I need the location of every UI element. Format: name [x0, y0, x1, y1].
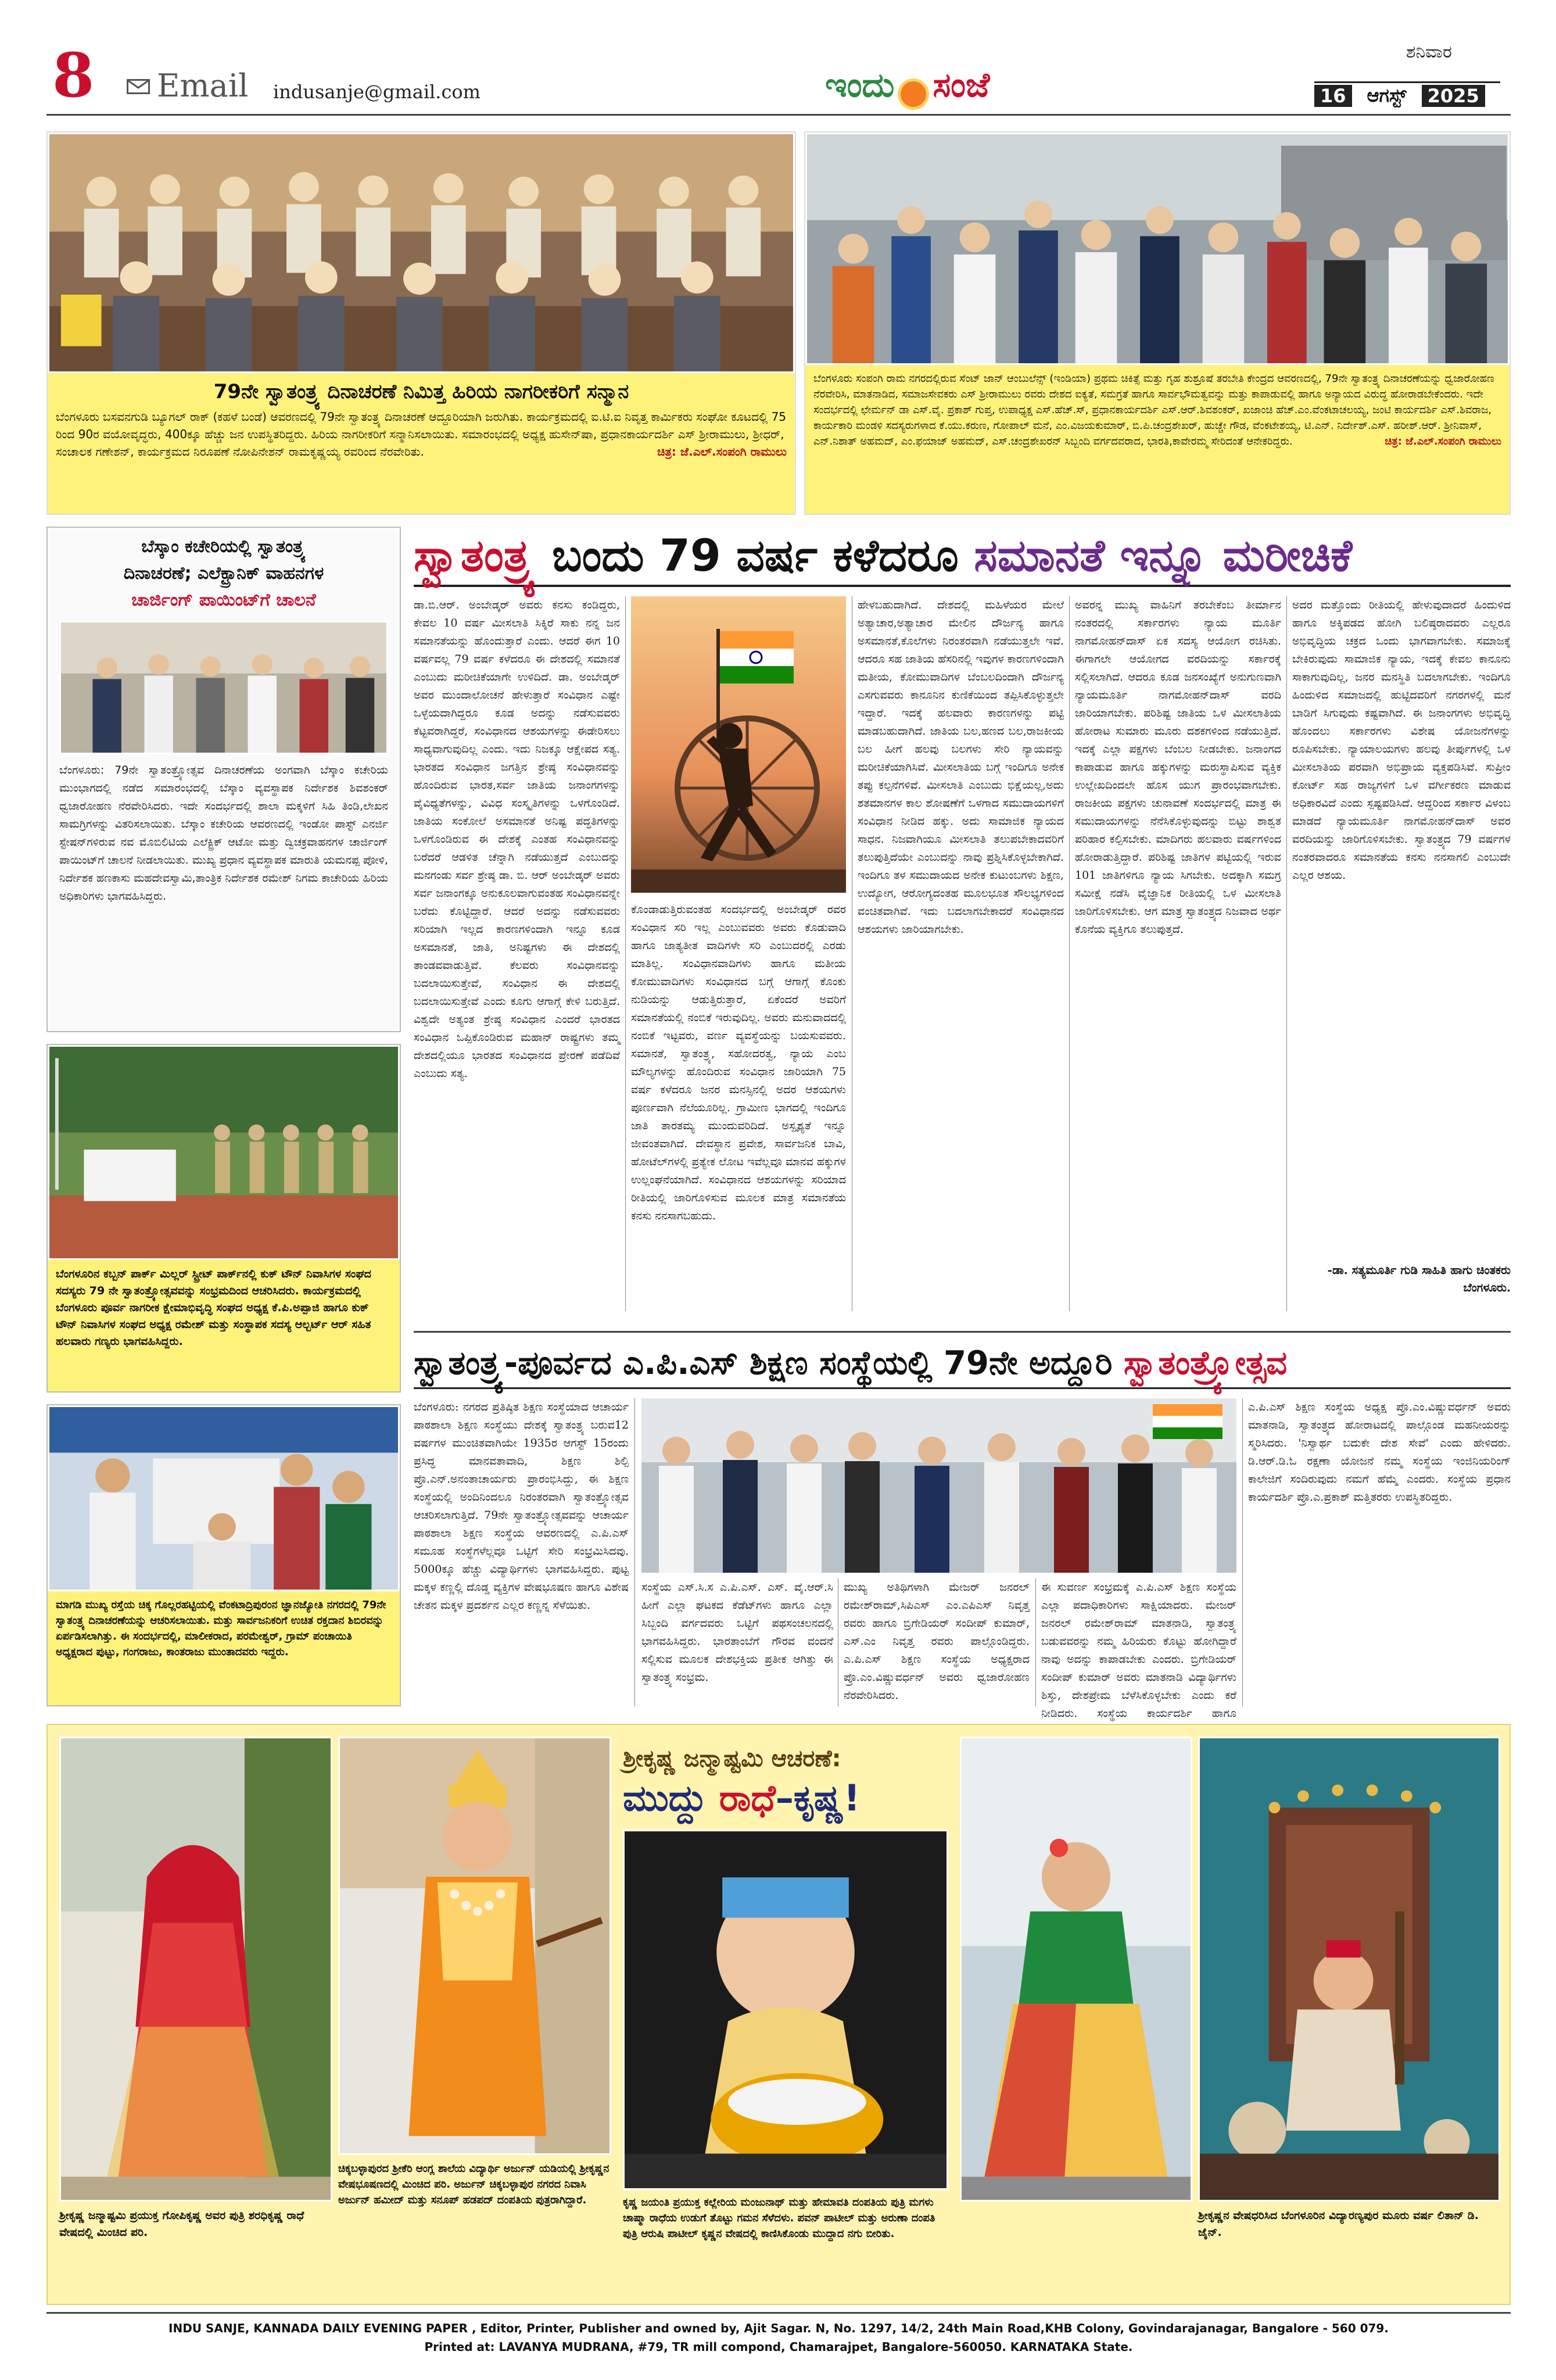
footer-line-1: INDU SANJE, KANNADA DAILY EVENING PAPER , Editor, Printer, Publisher and owned by, Ajit Sagar. N, No. 1297, 14/2, 24th Main Road,KHB Colony, Govindarajanagar, Bangalore - 560 079.	[168, 2321, 1389, 2335]
bescom-headline	[48, 534, 400, 614]
date-year: 2025	[1422, 85, 1485, 107]
radhe-toddler-photo	[960, 1737, 1192, 2202]
lead-author: -ಡಾ. ಸತ್ಯಮೂರ್ತಿ ಗುಡಿ ಸಾಹಿತಿ ಹಾಗು ಚಿಂತಕರು ಬೆಂಗಳೂರು.	[1327, 1263, 1511, 1294]
aps-col-2: ಸಂಸ್ಥೆಯ ಎಸ್.ಸಿ.ಸ ಎ.ಪಿ.ಎಸ್. ಎಸ್. ವೈ.ಆರ್.ಸಿ ಹೀಗೆ ಎಲ್ಲಾ ಘಟಕದ ಕೆಡೆಟ್‌ಗಳು ಹಾಗೂ ಎಲ್ಲಾ ಸಿಬ್ಬಂದಿ ವರ್ಗದವರು ಒಟ್ಟಿಗೆ ಪಥಸಂಚಲನದಲ್ಲಿ ಭಾಗವಹಿಸಿದ್ದರು. ಭಾರತಾಂಬೆಗೆ ಗೌರವ ವಂದನೆ ಸಲ್ಲಿಸುವ ಮೂಲಕ ದೇಶಭಕ್ತಿಯ ಪ್ರತೀಕ ಆಗಿತ್ತು ಈ ಸ್ವಾತಂತ್ರ್ಯ ಸಂಭ್ರಮ.	[641, 1581, 833, 1684]
lead-bottom-rule	[414, 1331, 1511, 1333]
lead-col-5: ಅದರ ಮತ್ತೊಂದು ರೀತಿಯಲ್ಲಿ ಹೇಳುವುದಾದರೆ ಹಿಂದುಳಿದ ಹಾಗೂ ಅಕ್ಕಿಪಡದ ಹೋಗಿ ಬಲಿಷ್ಠರಾದವರು ಎಲ್ಲರೂ ಅಭಿವೃದ್ಧಿಯ ಚಕ್ರದ ಒಂದು ಭಾಗವಾಗಬೇಕು. ಸಮಾಜಕ್ಕೆ ಬೇಕಿರುವುದು ಸಾಮಾಜಿಕ ನ್ಯಾಯ, ಇದಕ್ಕೆ ಕೇವಲ ಕಾನೂನು ಸಾಕಾಗುವುದಿಲ್ಲ, ಜನರ ಮನಸ್ಥಿತಿ ಬದಲಾಗಬೇಕು. ಇಂದಿಗೂ ಹಿಂದುಳಿದ ಸಮಾಜದಲ್ಲಿ ಹುಟ್ಟಿದವರಿಗೆ ನಗರಗಳಲ್ಲಿ ಮನೆ ಬಾಡಿಗೆ ಸಿಗುವುದು ಕಷ್ಟವಾಗಿದೆ. ಈ ಜನಾಂಗಗಳು ಅಭಿವೃದ್ಧಿ ಹೊಂದಲು ಸರ್ಕಾರಗಳು ವಿಶೇಷ ಯೋಜನೆಗಳನ್ನು ರೂಪಿಸಬೇಕು. ನ್ಯಾಯಾಲಯಗಳು ಹಲವು ತೀರ್ಪುಗಳಲ್ಲಿ ಒಳ ಮೀಸಲಾತಿಯ ಪರವಾಗಿ ಅಭಿಪ್ರಾಯ ವ್ಯಕ್ತಪಡಿಸಿವೆ. ಸುಪ್ರೀಂ ಕೋರ್ಟ್ ಸಹ ರಾಜ್ಯಗಳಿಗೆ ಒಳ ವರ್ಗೀಕರಣ ಮಾಡುವ ಅಧಿಕಾರವಿದೆ ಎಂದು ಸ್ಪಷ್ಟಪಡಿಸಿದೆ. ಆದ್ದರಿಂದ ಸರ್ಕಾರ ವಿಳಂಬ ಮಾಡದೆ ನ್ಯಾಯಮೂರ್ತಿ ನಾಗಮೋಹನ್‌ದಾಸ್ ಅವರ ವರದಿಯನ್ನು ಜಾರಿಗೊಳಿಸಬೇಕು. ಸ್ವಾತಂತ್ರ್ಯದ 79 ವರ್ಷಗಳ ನಂತರವಾದರೂ ಸಮಾನತೆಯ ಕನಸು ನನಸಾಗಲಿ ಎಂಬುದೇ ಎಲ್ಲರ ಆಶಯ.	[1292, 599, 1511, 882]
column-rule	[1035, 1579, 1036, 1706]
column-rule	[1286, 596, 1287, 1311]
footer-rule	[46, 2312, 1511, 2314]
st-john-ambulance-photo	[805, 133, 1510, 365]
masthead	[0, 0, 1556, 110]
krishna-head-line2-part2: ರಾಧೆ	[719, 1777, 776, 1819]
column-rule	[1242, 1398, 1243, 1706]
top-left-body: ಬೆಂಗಳೂರು ಬಸವನಗುಡಿ ಬ್ಯೂಗಲ್ ರಾಕ್ (ಕಹಳೆ ಬಂಡೆ) ಆವರಣದಲ್ಲಿ 79ನೇ ಸ್ವಾತಂತ್ರ್ಯ ದಿನಾಚರಣೆ ಆದ್ದೂರಿಯಾಗಿ ಜರುಗಿತು. ಕಾರ್ಯಕ್ರಮದಲ್ಲಿ ಐ.ಟಿ.ಐ ನಿವೃತ್ತ ಕಾರ್ಮಿಕರು ಸಂಘೋ ಕೂಟದಲ್ಲಿ 75 ರಿಂದ 90ರ ವಯೋವೃದ್ಧರು, 400ಕ್ಕೂ ಹೆಚ್ಚು ಜನ ಉಪಸ್ಥಿತರಿದ್ದರು. ಹಿರಿಯ ನಾಗರೀಕರಿಗೆ ಸನ್ಮಾನಿಸಲಾಯಿತು. ಸಮಾರಂಭದಲ್ಲಿ ಅಧ್ಯಕ್ಷ ಹುಸೇನ್‌ಷಾ, ಪ್ರಧಾನಕಾರ್ಯದರ್ಶಿ ಎಸ್ ಶ್ರೀರಾಮುಲು, ಶ್ರೀಧರ್, ಸಂಚಾಲಕ ಗಣೇಶನ್, ಕಾರ್ಯಕ್ರಮದ ನಿರೂಪಣೆ ನೋಪಿನೇಶನ್ ರಾಮಕೃಷ್ಣಯ್ಯ ರವರಿಂದ ನೆರವೇರಿತು.	[56, 410, 787, 459]
date-month: ಆಗಸ್ಟ್	[1367, 84, 1407, 106]
weekday: ಶನಿವಾರ	[1406, 42, 1452, 62]
lead-col-1: ಡಾ.ಬಿ.ಆರ್. ಅಂಬೇಡ್ಕರ್ ಅವರು ಕನಸು ಕಂಡಿದ್ದರು, ಕೇವಲ 10 ವರ್ಷ ಮೀಸಲಾತಿ ಸಿಕ್ಕಿರೆ ಸಾಕು ನನ್ನ ಜನ ಸಮಾನತೆಯನ್ನು ಹೊಂದುತ್ತಾರೆ ಎಂದು. ಆದರೆ ಈಗ 10 ವರ್ಷವಲ್ಲ 79 ವರ್ಷ ಕಳೆದರೂ ಈ ದೇಶದಲ್ಲಿ ಸಮಾನತೆ ಎಂಬುದು ಮರೀಚಿಕೆಯಾಗೇ ಉಳಿದಿದೆ. ಡಾ. ಅಂಬೇಡ್ಕರ್ ಅವರ ಮುಂದಾಲೋಚನೆ ಹೇಳುತ್ತಾರೆ ಸಂವಿಧಾನ ಎಷ್ಟೇ ಒಳ್ಳೆಯದಾಗಿದ್ದರೂ ಕೂಡ ಅದನ್ನು ನಡೆಸುವವರು ಕೆಟ್ಟವರಾಗಿದ್ದರೆ, ಸಂವಿಧಾನದ ಆಶಯಗಳನ್ನು ಈಡೇರಿಸಲು ಸಾಧ್ಯವಾಗುವುದಿಲ್ಲ ಎಂದು. ಇದು ನಿಜಕ್ಕೂ ಆಕ್ಷೇಪದ ಸತ್ಯ. ಭಾರತದ ಸಂವಿಧಾನ ಜಗತ್ತಿನ ಶ್ರೇಷ್ಠ ಸಂವಿಧಾನವನ್ನು ಹೊಂದಿರುವ ಭಾರತ,ಸರ್ವ ಜಾತಿಯ ಜನಾಂಗಗಳನ್ನು ವೈವಿಧ್ಯತೆಗಳನ್ನು, ವಿವಿಧ ಸಂಸ್ಕೃತಿಗಳನ್ನು ಒಳಗೊಂಡಿದೆ. ಜಾತಿಯ ಸಂಕೋಲೆ ಅಸಮಾನತೆ ಅನಿಷ್ಟ ಪದ್ಧತಿಗಳನ್ನು ಒಳಗೊಂಡಿರುವ ಈ ದೇಶಕ್ಕೆ ಎಂತಹ ಸಂವಿಧಾನವನ್ನು ಬರೆದರೆ ಆಡಳಿತ ಚೆನ್ನಾಗಿ ನಡೆಯುತ್ತದೆ ಎಂಬುದನ್ನು ಮನಗಂಡು ಸರ್ವ ಶ್ರೇಷ್ಠ ಡಾ. ಬಿ. ಆರ್ ಅಂಬೇಡ್ಕರ್ ಅವರು ಸರ್ವ ಜನಾಂಗಕ್ಕೂ ಅನುಕೂಲವಾಗುವಂತಹ ಸಂವಿಧಾನವನ್ನೇ ಬರೆದು ಕೊಟ್ಟಿದ್ದಾರೆ. ಆದರೆ ಅದನ್ನು ನಡೆಸುವವರು ಸರಿಯಾಗಿ ಇಲ್ಲದ ಕಾರಣಗಳಿಂದಾಗಿ ಇನ್ನೂ ಕೂಡ ಅಸಮಾನತೆ, ಜಾತಿ, ಅನಿಷ್ಟಗಳು ಈ ದೇಶದಲ್ಲಿ ತಾಂಡವವಾಡುತ್ತಿವೆ. ಕೆಲವರು ಸಂವಿಧಾನವನ್ನು ಬದಲಾಯಿಸುತ್ತೇವೆ, ಸಂವಿಧಾನ ಈ ದೇಶದಲ್ಲಿ ಬದಲಾಯಿಸುತ್ತೇವೆ ಎಂದು ಕೂಗು ಆಗಾಗ್ಗೆ ಕೇಳಿ ಬರುತ್ತಿದೆ. ವಿಶ್ವದೇ ಅತ್ಯಂತ ಶ್ರೇಷ್ಠ ಸಂವಿಧಾನ ಎಂದರೆ ಭಾರತದ ಸಂವಿಧಾನ ಒಪ್ಪಿಕೊಂಡಿರುವ ಮಹಾನ್ ರಾಷ್ಟ್ರಗಳು ತಮ್ಮ ದೇಶದಲ್ಲಿಯೂ ಭಾರತದ ಸಂವಿಧಾನದ ಪ್ರೇರಣೆ ಪಡೆದಿವೆ ಎಂಬುದು ಸತ್ಯ.	[414, 599, 620, 1080]
aps-col-4: ಈ ಸುವರ್ಣ ಸಂಭ್ರಮಕ್ಕೆ ಎ.ಪಿ.ಎಸ್ ಶಿಕ್ಷಣ ಸಂಸ್ಥೆಯ ಎಲ್ಲಾ ಪದಾಧಿಕಾರಿಗಳು ಸಾಕ್ಷಿಯಾದರು. ಮೇಜರ್ ಜನರಲ್ ರಮೇಶ್‌ರಾಮ್ ಮಾತನಾಡಿ, ಸ್ವಾತಂತ್ರ್ಯ ಬಡುವವರನ್ನು ನಮ್ಮ ಹಿರಿಯರು ಕೊಟ್ಟು ಹೋಗಿದ್ದಾರೆ ನಾವು ಅದನ್ನು ಕಾಪಾಡಬೇಕು ಎಂದರು. ಬ್ರಿಗೇಡಿಯರ್ ಸಂದೀಪ್ ಕುಮಾರ್ ಅವರು ಮಾತನಾಡಿ ವಿದ್ಯಾರ್ಥಿಗಳು ಶಿಸ್ತು, ದೇಶಪ್ರೇಮ ಬೆಳೆಸಿಕೊಳ್ಳಬೇಕು ಎಂದು ಕರೆ ನೀಡಿದರು. ಸಂಸ್ಥೆಯ ಕಾರ್ಯದರ್ಶಿ ಹಾಗೂ	[1041, 1581, 1236, 1720]
date-box	[1314, 81, 1500, 108]
lead-story	[414, 527, 1511, 1326]
aps-col-1: ಬೆಂಗಳೂರು: ನಗರದ ಪ್ರತಿಷ್ಠಿತ ಶಿಕ್ಷಣ ಸಂಸ್ಥೆಯಾದ ಆಚಾರ್ಯ ಪಾಠಶಾಲಾ ಶಿಕ್ಷಣ ಸಂಸ್ಥೆಯು ದೇಶಕ್ಕೆ ಸ್ವಾತಂತ್ರ್ಯ ಬರುವ12 ವರ್ಷಗಳ ಮುಂಚಿತವಾಗಿಯೇ 1935ರ ಆಗಸ್ಟ್ 15ರಂದು ಪ್ರಸಿದ್ಧ ಮಾನವತಾವಾದಿ, ಶಿಕ್ಷಣ ಶಿಲ್ಪಿ ಪ್ರೊ.ಎನ್.ಅನಂತಾಚಾರ್ಯರು ಪ್ರಾರಂಭಿಸಿದ್ದು, ಈ ಶಿಕ್ಷಣ ಸಂಸ್ಥೆಯಲ್ಲಿ ಅಂದಿನಿಂದಲೂ ನಿರಂತರವಾಗಿ ಸ್ವಾತಂತ್ರ್ಯೋತ್ಸವ ಆಚರಿಸಲಾಗುತ್ತಿದೆ. 79ನೇ ಸ್ವಾತಂತ್ರ್ಯೋತ್ಸವವನ್ನು ಆಚಾರ್ಯ ಪಾಠಶಾಲಾ ಶಿಕ್ಷಣ ಸಂಸ್ಥೆಯ ಆವರಣದಲ್ಲಿ ಎ.ಪಿ.ಎಸ್ ಸಮೂಹ ಸಂಸ್ಥೆಗಳೆಲ್ಲವೂ ಒಟ್ಟಿಗೆ ಸೇರಿ ಸಂಭ್ರಮಿಸಿದವು. 5000ಕ್ಕೂ ಹೆಚ್ಚು ವಿದ್ಯಾರ್ಥಿಗಳು ಭಾಗವಹಿಸಿದ್ದರು. ಪುಟ್ಟ ಮಕ್ಕಳ ಕಣ್ಣಲ್ಲಿ ದೊಡ್ಡ ವ್ಯಕ್ತಿಗಳ ವೇಷಭೂಷಣ ಹಾಗೂ ವಿಶೇಷ ಚೇತನ ಮಕ್ಕಳ ಪ್ರದರ್ಶನ ಎಲ್ಲರ ಕಣ್ಣನ್ನ ಸೆಳೆಯಿತು.	[414, 1401, 629, 1612]
email-address: indusanje@gmail.com	[273, 81, 481, 103]
top-left-caption	[48, 373, 795, 514]
lead-headline	[414, 527, 1511, 587]
cubbon-caption: ಬೆಂಗಳೂರಿನ ಕಬ್ಬನ್ ಪಾರ್ಕ್ ಮಿಲ್ಲರ್ ಸ್ಟ್ರೀಟ್ ಪಾರ್ಕ್‌ನಲ್ಲಿ ಕುಕ್ ಟೌನ್ ನಿವಾಸಿಗಳ ಸಂಘದ ಸದಸ್ಯರು 79 ನೇ ಸ್ವಾತಂತ್ರ್ಯೋತ್ಸವವನ್ನು ಸಂಭ್ರಮದಿಂದ ಆಚರಿಸಿದರು. ಕಾರ್ಯಕ್ರಮದಲ್ಲಿ ಬೆಂಗಳೂರು ಪೂರ್ವ ನಾಗರೀಕ ಕ್ಷೇಮಾಭಿವೃದ್ಧಿ ಸಂಘದ ಅಧ್ಯಕ್ಷ ಕೆ.ಪಿ.ಅಪ್ಪಾಜಿ ಹಾಗೂ ಕುಕ್ ಟೌನ್ ನಿವಾಸಿಗಳ ಸಂಘದ ಅಧ್ಯಕ್ಷ ರಮೇಶ್ ಮತ್ತು ಸಂಸ್ಥಾಪಕ ಸದಸ್ಯ ಆಲ್ಬರ್ಟ್ ಆರ್ ಸಹಿತ ಹಲವಾರು ಗಣ್ಯರು ಭಾಗವಹಿಸಿದ್ದರು.	[48, 1260, 400, 1391]
bescom-photo	[59, 621, 388, 754]
freedom-runner-illustration	[631, 596, 846, 893]
paper-name-part2: ಸಂಜೆ	[933, 65, 990, 105]
page-number: 8	[52, 40, 95, 111]
krishna-head-line2-part3: –ಕೃಷ್ಣ!	[775, 1777, 861, 1819]
aps-headline	[414, 1340, 1511, 1389]
masthead-rule	[46, 114, 1511, 116]
lead-col-4: ಅವರನ್ನ ಮುಖ್ಯ ವಾಹಿನಿಗೆ ತರಬೇಕೆಂಬ ತೀರ್ಮಾನ ನಂತರದಲ್ಲಿ ಸರ್ಕಾರಗಳು ನ್ಯಾಯ ಮೂರ್ತಿ ನಾಗಮೋಹನ್‌ದಾಸ್ ಏಕ ಸದಸ್ಯ ಆಯೋಗ ರಚಿಸಿತು. ಈಗಾಗಲೇ ಆಯೋಗದ ವರದಿಯನ್ನು ಸರ್ಕಾರಕ್ಕೆ ಸಲ್ಲಿಸಲಾಗಿದೆ. ಆದರೂ ಕೂಡ ಜನಸಂಖ್ಯೆಗೆ ಅನುಗುಣವಾಗಿ ನ್ಯಾಯಮೂರ್ತಿ ನಾಗಮೋಹನ್‌ದಾಸ್ ವರದಿ ಜಾರಿಯಾಗಬೇಕು. ಪರಿಶಿಷ್ಟ ಜಾತಿಯ ಒಳ ಮೀಸಲಾತಿಯ ಹೋರಾಟ ಸುಮಾರು ಮೂರು ದಶಕಗಳಿಂದ ನಡೆಯುತ್ತಿದೆ. ಇದಕ್ಕೆ ಎಲ್ಲಾ ಪಕ್ಷಗಳು ಬೆಂಬಲ ನೀಡಬೇಕು. ಜನಾಂಗದ ಕಾಪಾಡುವ ಹಾಗೂ ಹಕ್ಕುಗಳನ್ನು ಮರುಸ್ಥಾಪಿಸುವ ವ್ಯಕ್ತಿಕ ಉಲ್ಲೇಖದಿಂದಲೇ ಹೊಸ ಯುಗ ಪ್ರಾರಂಭವಾಗಬೇಕು. ರಾಜಕೀಯ ಪಕ್ಷಗಳು ಚುನಾವಣೆ ಸಂದರ್ಭದಲ್ಲಿ ಮಾತ್ರ ಈ ಸಮುದಾಯಗಳನ್ನು ನೆನೆಸಿಕೊಳ್ಳುವುದನ್ನು ಬಿಟ್ಟು ಶಾಶ್ವತ ಪರಿಹಾರ ಕಲ್ಪಿಸಬೇಕು. ಮಾದಿಗರು ಹಲವಾರು ವರ್ಷಗಳಿಂದ ಹೋರಾಡುತ್ತಿದ್ದಾರೆ. ಪರಿಶಿಷ್ಟ ಜಾತಿಗಳ ಪಟ್ಟಿಯಲ್ಲಿ ಇರುವ 101 ಜಾತಿಗಳಿಗೂ ನ್ಯಾಯ ಸಿಗಬೇಕು. ಅದಕ್ಕಾಗಿ ಸಮಗ್ರ ಸಮೀಕ್ಷೆ ನಡೆಸಿ ವೈಜ್ಞಾನಿಕ ರೀತಿಯಲ್ಲಿ ಒಳ ಮೀಸಲಾತಿ ಜಾರಿಗೊಳಿಸಬೇಕು. ಆಗ ಮಾತ್ರ ಸ್ವಾತಂತ್ರ್ಯದ ನಿಜವಾದ ಅರ್ಥ ಕೊನೆಯ ವ್ಯಕ್ತಿಗೂ ತಲುಪುತ್ತದೆ.	[1075, 599, 1281, 936]
top-left-story	[46, 131, 796, 515]
krishna-head-line1: ಶ್ರೀಕೃಷ್ಣ ಜನ್ಮಾಷ್ಟಮಿ ಆಚರಣೆ:	[623, 1745, 841, 1772]
bescom-title-line3: ಚಾರ್ಜಿಂಗ್ ಪಾಯಿಂಟ್‌ಗೆ ಚಾಲನೆ	[131, 590, 316, 610]
krishna-head-line2	[623, 1775, 948, 1821]
top-right-story	[804, 131, 1511, 515]
top-right-caption	[805, 365, 1510, 514]
top-right-credit: ಚಿತ್ರ: ಜೆ.ಎಲ್.ಸಂಪಂಗಿ ರಾಮುಲು	[1385, 435, 1501, 448]
aps-head-part1: ಸ್ವಾತಂತ್ರ್ಯ-ಪೂರ್ವದ ಎ.ಪಿ.ಎಸ್ ಶಿಕ್ಷಣ ಸಂಸ್ಥೆಯಲ್ಲಿ 79ನೇ ಅದ್ದೂರಿ	[414, 1344, 1113, 1382]
lead-col-3: ಹೇಳಬಹುದಾಗಿದೆ. ದೇಶದಲ್ಲಿ ಮಹಿಳೆಯರ ಮೇಲೆ ಅತ್ಯಾಚಾರ,ಅತ್ಯಾಚಾರ ಮೇಲಿನ ದೌರ್ಜನ್ಯ ಹಾಗೂ ಅಸಮಾನತೆ,ಕೊಲೆಗಳು ನಿರಂತರವಾಗಿ ನಡೆಯುತ್ತಲೇ ಇವೆ. ಆದರೂ ಸಹ ಜಾತಿಯ ಹೆಸರಿನಲ್ಲಿ ಇವುಗಳ ಕಾರಣಗಳಿಂದಾಗಿ ಮತೀಯ, ಕೋಮುವಾದಿಗಳ ಬೆಂಬಲದಿಂದಾಗಿ ದೌರ್ಜನ್ಯ ಎಸಗುವವರು ಕಾನೂನಿನ ಕುಣಿಕೆಯಿಂದ ತಪ್ಪಿಸಿಕೊಳ್ಳುತ್ತಲೇ ಇದ್ದಾರೆ. ಇದಕ್ಕೆ ಹಲವಾರು ಕಾರಣಗಳನ್ನು ಪಟ್ಟಿ ಮಾಡಬಹುದಾಗಿದೆ. ಜಾತಿಯ ಬಲ,ಹಣದ ಬಲ,ರಾಜಕೀಯ ಬಲ ಹೀಗೆ ಹಲವು ಬಲಗಳು ಸೇರಿ ನ್ಯಾಯವನ್ನು ಮರೀಚಿಕೆಯಾಗಿಸಿವೆ. ಮೀಸಲಾತಿಯ ಬಗ್ಗೆ ಇಂದಿಗೂ ಅನೇಕ ತಪ್ಪು ಕಲ್ಪನೆಗಳಿವೆ. ಮೀಸಲಾತಿ ಎಂಬುದು ಭಿಕ್ಷೆಯಲ್ಲ,ಅದು ಶತಮಾನಗಳ ಕಾಲ ಶೋಷಣೆಗೆ ಒಳಗಾದ ಸಮುದಾಯಗಳಿಗೆ ಸಂವಿಧಾನ ನೀಡಿದ ಹಕ್ಕು. ಅದು ಸಾಮಾಜಿಕ ನ್ಯಾಯದ ಸಾಧನ. ನಿಜವಾಗಿಯೂ ಮೀಸಲಾತಿ ತಲುಪಬೇಕಾದವರಿಗೆ ತಲುಪುತ್ತಿದೆಯೇ ಎಂಬುದನ್ನು ನಾವು ಪ್ರಶ್ನಿಸಿಕೊಳ್ಳಬೇಕಾಗಿದೆ. ಇಂದಿಗೂ ತಳ ಸಮುದಾಯದ ಅನೇಕ ಕುಟುಂಬಗಳು ಶಿಕ್ಷಣ, ಉದ್ಯೋಗ, ಆರೋಗ್ಯದಂತಹ ಮೂಲಭೂತ ಸೌಲಭ್ಯಗಳಿಂದ ವಂಚಿತವಾಗಿವೆ. ಇದು ಬದಲಾಗಬೇಕಾದರೆ ಸಂವಿಧಾನದ ಆಶಯಗಳು ಜಾರಿಯಾಗಬೇಕು.	[858, 599, 1064, 936]
krishna-caption-4: ಶ್ರೀಕೃಷ್ಣನ ವೇಷಧರಿಸಿದ ಬೆಂಗಳೂರಿನ ವಿದ್ಯಾರಣ್ಯಪುರ ಮೂರು ವರ್ಷ ಲಿತಾನ್ ಡಿ. ಜೈನ್.	[1198, 2209, 1479, 2239]
senior-citizens-photo	[48, 133, 795, 373]
cubbon-park-photo	[48, 1045, 400, 1260]
krishna-toddler-photo	[1198, 1737, 1500, 2202]
top-left-credit: ಚಿತ್ರ: ಜೆ.ಎಲ್.ಸಂಪಂಗಿ ರಾಮುಲು	[657, 445, 787, 459]
health-camp-story	[46, 1404, 401, 1706]
lead-col-2: ಕೊಂಡಾಡುತ್ತಿರುವಂತಹ ಸಂದರ್ಭದಲ್ಲಿ ಅಂಬೇಡ್ಕರ್ ರವರ ಸಂವಿಧಾನ ಸರಿ ಇಲ್ಲ ಎಂಬುವವರು ಅವರು ಕೊಡುವಾದಿ ಹಾಗೂ ಜಾತ್ಯತೀತ ವಾದಿಗಳೇ ಸರಿ ಎಂಬುದರಲ್ಲಿ ಎರಡು ಮಾತಿಲ್ಲ. ಸಂವಿಧಾನವಾದಿಗಳು ಹಾಗೂ ಮತೀಯ ಕೋಮುವಾದಿಗಳು ಸಂವಿಧಾನದ ಬಗ್ಗೆ ಆಗಾಗ್ಗೆ ಕೊಂಕು ನುಡಿಯನ್ನು ಆಡುತ್ತಿರುತ್ತಾರೆ, ಏಕೆಂದರೆ ಅವರಿಗೆ ಸಮಾನತೆಯಲ್ಲಿ ನಂಬಿಕೆ ಇರುವುದಿಲ್ಲ. ಅವರು ಮನುವಾದದಲ್ಲಿ ನಂಬಿಕೆ ಇಟ್ಟವರು, ವರ್ಣ ವ್ಯವಸ್ಥೆಯನ್ನು ಬಯಸುವವರು. ಸಮಾನತೆ, ಸ್ವಾತಂತ್ರ್ಯ, ಸಹೋದರತ್ವ, ನ್ಯಾಯ ಎಂಬ ಮೌಲ್ಯಗಳನ್ನು ಹೊಂದಿರುವ ಸಂವಿಧಾನ ಜಾರಿಯಾಗಿ 75 ವರ್ಷ ಕಳೆದರೂ ಜನರ ಮನಸ್ಸಿನಲ್ಲಿ ಅದರ ಆಶಯಗಳು ಪೂರ್ಣವಾಗಿ ನೆಲೆಯೂರಿಲ್ಲ. ಗ್ರಾಮೀಣ ಭಾಗದಲ್ಲಿ ಇಂದಿಗೂ ಜಾತಿ ತಾರತಮ್ಯ ಮುಂದುವರಿದಿದೆ. ಅಸ್ಪೃಶ್ಯತೆ ಇನ್ನೂ ಜೀವಂತವಾಗಿದೆ. ದೇವಸ್ಥಾನ ಪ್ರವೇಶ, ಸಾರ್ವಜನಿಕ ಬಾವಿ, ಹೋಟೆಲ್‌ಗಳಲ್ಲಿ ಪ್ರತ್ಯೇಕ ಲೋಟ ಇವೆಲ್ಲವೂ ಮಾನವ ಹಕ್ಕುಗಳ ಉಲ್ಲಂಘನೆಯಾಗಿದೆ. ಸಂವಿಧಾನದ ಆಶಯಗಳನ್ನು ಸರಿಯಾದ ರೀತಿಯಲ್ಲಿ ಜಾರಿಗೊಳಿಸುವ ಮೂಲಕ ಮಾತ್ರ ಸಮಾನತೆಯ ಕನಸು ನನಸಾಗಬಹುದು.	[631, 903, 846, 1222]
krishna-caption-1: ಶ್ರೀಕೃಷ್ಣ ಜನ್ಮಾಷ್ಟಮಿ ಪ್ರಯುಕ್ತ ಗೋಪಿಕೃಷ್ಣ ಅವರ ಪುತ್ರಿ ಶರಧಿಕೃಷ್ಣ ರಾಧೆ ವೇಷದಲ್ಲಿ ಮಿಂಚಿದ ಪರಿ.	[59, 2209, 304, 2239]
aps-story	[414, 1340, 1511, 1720]
krishna-head-line2-part1: ಮುದ್ದು	[623, 1777, 719, 1819]
column-rule	[634, 1398, 635, 1706]
aps-flag-hoisting-photo	[641, 1398, 1236, 1573]
bescom-story	[46, 527, 401, 1032]
aps-col-5: ಎ.ಪಿ.ಎಸ್ ಶಿಕ್ಷಣ ಸಂಸ್ಥೆಯ ಅಧ್ಯಕ್ಷ ಪ್ರೊ.ಎಂ.ವಿಷ್ಣುವರ್ಧನ್ ಅವರು ಮಾತನಾಡಿ, ಸ್ವಾತಂತ್ರ್ಯದ ಹೋರಾಟದಲ್ಲಿ ಪಾಲ್ಗೊಂಡ ಮಹನೀಯರನ್ನು ಸ್ಮರಿಸಿದರು. 'ನಿಸ್ವಾರ್ಥ ಬದುಕೇ ದೇಶ ಸೇವೆ' ಎಂದು ಹೇಳಿದರು. ಡಿ.ಆರ್.ಡಿ.ಓ ರಕ್ಷಣಾ ಯೋಜನೆ ನಮ್ಮ ಸಂಸ್ಥೆಯ ಇಂಜಿನಿಯರಿಂಗ್ ಕಾಲೇಜಿಗೆ ಸಂದಿರುವುದು ನಮಗೆ ಹೆಮ್ಮೆ ಎಂದರು. ಸಂಸ್ಥೆಯ ಪ್ರಧಾನ ಕಾರ್ಯದರ್ಶಿ ಪ್ರೊ.ಎ.ಪ್ರಕಾಶ್ ಮತ್ತಿತರರು ಉಪಸ್ಥಿತರಿದ್ದರು.	[1248, 1401, 1511, 1504]
lead-head-part3: ಸಮಾನತೆ ಇನ್ನೂ ಮರೀಚಿಕೆ	[974, 529, 1353, 581]
aps-head-part2: ಸ್ವಾತಂತ್ರ್ಯೋತ್ಸವ	[1124, 1344, 1288, 1382]
date-day: 16	[1314, 85, 1352, 107]
lead-head-part1: ಸ್ವಾತಂತ್ರ್ಯ	[414, 529, 537, 581]
baby-krishna-photo	[623, 1830, 948, 2190]
footer	[46, 2319, 1511, 2356]
krishna-boy-photo	[338, 1737, 611, 2155]
email-icon	[127, 79, 150, 94]
krishna-headline	[623, 1742, 948, 1821]
column-rule	[1069, 596, 1070, 1311]
bescom-title-line1: ಬೆಸ್ಕಾಂ ಕಚೇರಿಯಲ್ಲಿ ಸ್ವಾತಂತ್ರ್ಯ	[141, 536, 306, 557]
bescom-title-line2: ದಿನಾಚರಣೆ; ಎಲೆಕ್ಟ್ರಾನಿಕ್ ವಾಹನಗಳ	[123, 563, 324, 584]
sun-icon	[901, 81, 926, 107]
aps-col-3: ಮುಖ್ಯ ಅತಿಥಿಗಳಾಗಿ ಮೇಜರ್ ಜನರಲ್ ರಮೇಶ್‌ರಾಮ್,ಸಿಪಿಎಸ್ ಎಂ.ಎಪಿಎಸ್ ನಿವೃತ್ತ ರವರು ಹಾಗೂ ಬ್ರಿಗೇಡಿಯರ್ ಸಂದೀಪ್ ಕುಮಾರ್, ಎಸ್.ಎಂ ನಿವೃತ್ತ ರವರು ಪಾಲ್ಗೊಂಡಿದ್ದರು. ಎ.ಪಿ.ಎಸ್ ಶಿಕ್ಷಣ ಸಂಸ್ಥೆಯ ಅಧ್ಯಕ್ಷರಾದ ಪ್ರೊ.ಎಂ.ವಿಷ್ಣುವರ್ಧನ್ ಅವರು ಧ್ವಜಾರೋಹಣ ನೆರವೇರಿಸಿದರು.	[844, 1581, 1030, 1702]
paper-logo	[825, 65, 989, 106]
column-rule	[625, 596, 626, 1311]
top-right-body: ಬೆಂಗಳೂರು ಸಂಪಂಗಿ ರಾಮ ನಗರದಲ್ಲಿರುವ ಸೆಂಟ್ ಜಾನ್ ಆಂಬುಲೆನ್ಸ್ (ಇಂಡಿಯಾ) ಪ್ರಥಮ ಚಿಕಿತ್ಸೆ ಮತ್ತು ಗೃಹ ಶುಶ್ರೂಷೆ ತರಬೇತಿ ಕೇಂದ್ರದ ಆವರಣದಲ್ಲಿ, 79ನೇ ಸ್ವಾತಂತ್ರ್ಯ ದಿನಾಚರಣೆಯನ್ನು ಧ್ವಜಾರೋಹಣ ನೆರವೇರಿಸಿ, ಮಾತನಾಡಿದ, ಸಮಾಜಸೇವಕರು ಎಸ್ ಶ್ರೀರಾಮುಲು ರವರು ದೇಶದ ಐಕ್ಯತೆ, ಸಮಗ್ರತೆ ಹಾಗೂ ಸಾರ್ವಭೌಮತ್ವವನ್ನು ಮತ್ತು ಕಾಪಾಡುವಲ್ಲಿ ಹಾಗೂ ಅನ್ಯಾಯದ ವಿರುದ್ಧ ಹೋರಾಡಬೇಕೆಂದರು. ಇದೇ ಸಂದರ್ಭದಲ್ಲಿ ಛೇರ್ಮನ್ ಡಾ ಎಸ್.ವೈ. ಪ್ರಕಾಶ್ ಗುಪ್ತ, ಉಪಾಧ್ಯಕ್ಷ ಎಸ್.ಹೆಚ್.ಸ್, ಪ್ರಧಾನಕಾರ್ಯದರ್ಶಿ ಎಸ್.ಆರ್.ಶಿವಶಂಕರ್, ಖಜಾಂಚಿ ಹೆಚ್.ಎಂ.ವೆಂಕಟಾಚಲಯ್ಯ, ಜಂಟಿ ಕಾರ್ಯದರ್ಶಿ ಎಸ್.ಶಿವರಾಜ, ಕಾರ್ಯಕಾರಿ ಮಂಡಳಿ ಸದಸ್ಯರುಗಳಾದ ಕೆ.ಯು.ಕರುಣ, ಗೋಪಾಲ್ ಮನೆ, ಎಂ.ವಿಜಯಕುಮಾರ್, ಬಿ.ಪಿ.ಚಂದ್ರಶೇಖರ್, ಹುಚ್ಚೇ ಗೌಡ, ವೆಂಕಟೇಶಯ್ಯ, ಟಿ.ಎನ್. ನಿರ್ದೇಶ್.ಎಸ್. ಹರೀಶ್.ಆರ್. ಶ್ರೀನಿವಾಸ್, ಎನ್.ನಿಶಾತ್ ಅಹಮದ್, ಎಂ.ಫಯಾಜ್ ಅಹಮದ್, ಎಸ್.ಚಂದ್ರಶೇಖರನ್ ಸಿಬ್ಬಂದಿ ವರ್ಗದವರಾದ, ಭಾರತಿ,ಕಾವೇರಮ್ಮ ಸೇರಿದಂತೆ ಆನೇಕರಿದ್ದರು.	[813, 373, 1494, 448]
radhe-girl-photo	[59, 1737, 332, 2202]
bescom-body: ಬೆಂಗಳೂರು: 79ನೇ ಸ್ವಾತಂತ್ರ್ಯೋತ್ಸವ ದಿನಾಚರಣೆಯ ಅಂಗವಾಗಿ ಬೆಸ್ಕಾಂ ಕಚೇರಿಯ ಮುಂಭಾಗದಲ್ಲಿ ನಡೆದ ಸಮಾರಂಭದಲ್ಲಿ ಬೆಸ್ಕಾಂ ವ್ಯವಸ್ಥಾಪಕ ನಿರ್ದೇಶಕ ಶಿವಶಂಕರ್ ಧ್ವಜಾರೋಹಣ ನೆರವೇರಿಸಿದರು. ಇದೇ ಸಂದರ್ಭದಲ್ಲಿ ಶಾಲಾ ಮಕ್ಕಳಿಗೆ ಸಿಹಿ ತಿಂಡಿ,ಲೇಖನ ಸಾಮಗ್ರಿಗಳನ್ನು ವಿತರಿಸಲಾಯಿತು. ಬೆಸ್ಕಾಂ ಕಚೇರಿಯ ಆವರಣದಲ್ಲಿ ಇಂಡೋ ಪಾಸ್ಟ್ ಎನರ್ಜಿ ಸ್ಟೇಷನ್‌ಗಳಿರುವ ನವ ಮೊಬಿಲಿಟಿಯ ಎಲೆಕ್ಟ್ರಿಕ್ ಆಟೋ ಮತ್ತು ದ್ವಿಚಕ್ರವಾಹನಗಳ ಚಾರ್ಜಿಂಗ್ ಪಾಯಿಂಟ್‌ಗೆ ಚಾಲನೆ ನೀಡಲಾಯಿತು. ಮುಖ್ಯ ಪ್ರಧಾನ ವ್ಯವಸ್ಥಾಪಕ ಮಾರುತಿ ಯಮನಪ್ಪ ಪೋಳಿ, ನಿರ್ದೇಶಕ ಹಣಕಾಸು ಮಹದೇವಸ್ವಾಮಿ,ತಾಂತ್ರಿಕ ನಿರ್ದೇಶಕ ರಮೇಶ್ ನಿಗಮ ಕಾಚೇರಿಯ ಹಿರಿಯ ಅಧಿಕಾರಿಗಳು ಭಾಗವಹಿಸಿದ್ದರು.	[59, 764, 388, 903]
cubbon-story	[46, 1044, 401, 1393]
top-left-title: 79ನೇ ಸ್ವಾತಂತ್ರ್ಯ ದಿನಾಚರಣೆ ನಿಮಿತ್ತ ಹಿರಿಯ ನಾಗರೀಕರಿಗೆ ಸನ್ಮಾನ	[213, 380, 629, 403]
krishna-section	[46, 1724, 1511, 2305]
email-label: Email	[157, 67, 249, 104]
krishna-caption-3: ಕೃಷ್ಣ ಜಯಂತಿ ಪ್ರಯುಕ್ತ ಕಲ್ಲೇರಿಯ ಮಂಜುನಾಥ್ ಮತ್ತು ಹೇಮಾವತಿ ದಂಪತಿಯ ಪುತ್ರಿ ಮಗಳು ಚಾಷ್ಮಾ ರಾಧೆಯ ಉಡುಗೆ ತೊಟ್ಟು ಗಮನ ಸೆಳೆದಳು. ಪವನ್ ಪಾಟೀಲ್ ಮತ್ತು ಅರುಣಾ ದಂಪತಿ ಪುತ್ರಿ ಆರುಷಿ ಪಾಟೀಲ್ ಕೃಷ್ಣನ ವೇಷದಲ್ಲಿ ಕಾಣಿಸಿಕೊಂಡು ಮುದ್ದಾದ ನಗು ಬೀರಿತು.	[623, 2196, 935, 2240]
health-camp-caption: ಮಾಗಡಿ ಮುಖ್ಯ ರಸ್ತೆಯ ಚಿಕ್ಕ ಗೊಲ್ಲರಹಟ್ಟಿಯಲ್ಲಿ ವೆಂಕಟಾದ್ರಿಪುರಂನ ಜ್ಞಾನಜ್ಯೋತಿ ನಗರದಲ್ಲಿ 79ನೇ ಸ್ವಾತಂತ್ರ್ಯ ದಿನಾಚರಣೆಯನ್ನು ಆಚರಿಸಲಾಯಿತು. ಮತ್ತು ಸಾರ್ವಜನಿಕರಿಗೆ ಉಚಿತ ರಕ್ತದಾನ ಶಿಬಿರವನ್ನು ಏರ್ಪಡಿಸಲಾಗಿತ್ತು. ಈ ಸಂದರ್ಭದಲ್ಲಿ, ಮಾಲೀಕರಾದ, ಪರಮೇಶ್ವರ್, ಗ್ರಾಮ್ ಪಂಚಾಯಿತಿ ಅಧ್ಯಕ್ಷರಾದ ಪುಟ್ಟು, ಗಂಗರಾಜು, ಕಾಂತರಾಜು ಮುಂತಾದವರು ಇದ್ದರು.	[48, 1591, 400, 1705]
health-camp-photo	[48, 1405, 400, 1591]
paper-name-part1: ಇಂದು	[825, 65, 895, 105]
krishna-caption-2: ಚಿಕ್ಕಬಳ್ಳಾಪುರದ ಶ್ರೀಕೆರಿ ಆಂಗ್ಲ ಶಾಲೆಯ ವಿದ್ಯಾರ್ಥಿ ಅರ್ಜುನ್ ಯಡಿಯಲ್ಲಿ ಶ್ರೀಕೃಷ್ಣನ ವೇಷಭೂಷಣದಲ್ಲಿ ಮಿಂಚಿದ ಪರಿ. ಅರ್ಜುನ್ ಚಿಕ್ಕಬಳ್ಳಾಪುರ ನಗರದ ನಿವಾಸಿ ಅರ್ಜುನ್ ಹಮೀದ್ ಮತ್ತು ಸನೂಪ್ ಹಡಪದ್ ದಂಪತಿಯ ಪುತ್ರರಾಗಿದ್ದಾರೆ.	[338, 2163, 610, 2206]
footer-line-2: Printed at: LAVANYA MUDRANA, #79, TR mill compond, Chamarajpet, Bangalore-560050. KARNATAKA State.	[424, 2340, 1133, 2354]
lead-head-part2: ಬಂದು 79 ವರ್ಷ ಕಳೆದರೂ	[552, 529, 959, 581]
